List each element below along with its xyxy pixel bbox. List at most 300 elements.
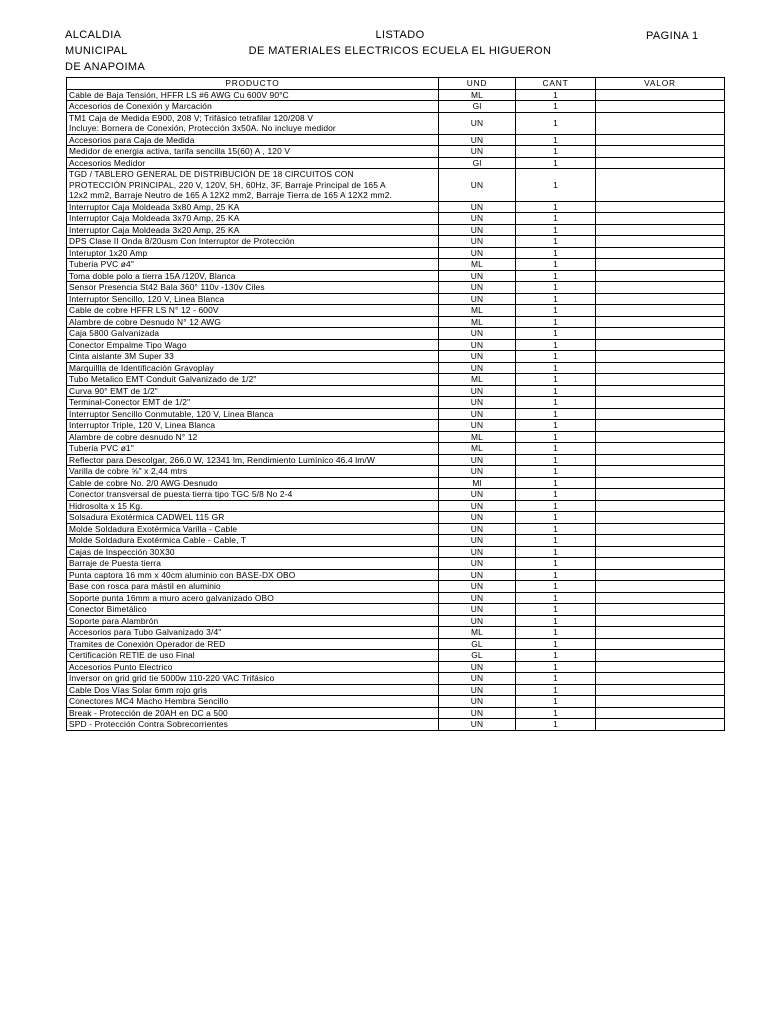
cell-producto bbox=[67, 546, 439, 558]
producto-line: Accesorios Medidor bbox=[69, 157, 146, 168]
cell-und: UN bbox=[439, 169, 516, 202]
cell-und: UN bbox=[439, 385, 516, 397]
cell-producto bbox=[67, 201, 439, 213]
table-row bbox=[67, 351, 725, 363]
producto-line: TGD / TABLERO GENERAL DE DISTRIBUCIÓN DE 18 CIRCUITOS CON bbox=[69, 169, 354, 179]
cell-cant: 1 bbox=[516, 169, 596, 202]
cell-cant: 1 bbox=[516, 89, 596, 101]
cell-valor bbox=[596, 385, 725, 397]
producto-line: PROTECCIÓN PRINCIPAL, 220 V, 120V, 5H, 60Hz, 3F, Barraje Principal de 165 A bbox=[69, 179, 386, 190]
table-row bbox=[67, 466, 725, 478]
cell-cant: 1 bbox=[516, 604, 596, 616]
table-row bbox=[67, 305, 725, 317]
cell-cant: 1 bbox=[516, 420, 596, 432]
cell-producto bbox=[67, 420, 439, 432]
cell-valor bbox=[596, 328, 725, 340]
cell-cant: 1 bbox=[516, 592, 596, 604]
cell-valor bbox=[596, 604, 725, 616]
cell-producto bbox=[67, 362, 439, 374]
cell-valor bbox=[596, 489, 725, 501]
producto-line: Barraje de Puesta tierra bbox=[69, 558, 162, 568]
producto-line: Reflector para Descolgar, 266.0 W, 12341 lm, Rendimiento Lumínico 46.4 lm/W bbox=[69, 454, 375, 465]
cell-producto bbox=[67, 466, 439, 478]
table-row bbox=[67, 101, 725, 113]
table-row bbox=[67, 627, 725, 639]
table-row bbox=[67, 719, 725, 731]
cell-producto bbox=[67, 707, 439, 719]
producto-line: Soporte para Alambrón bbox=[69, 615, 159, 626]
cell-und: UN bbox=[439, 684, 516, 696]
cell-und: UN bbox=[439, 546, 516, 558]
cell-cant: 1 bbox=[516, 558, 596, 570]
table-row bbox=[67, 397, 725, 409]
cell-cant: 1 bbox=[516, 466, 596, 478]
cell-producto bbox=[67, 650, 439, 662]
cell-valor bbox=[596, 247, 725, 259]
cell-und: UN bbox=[439, 134, 516, 146]
cell-cant: 1 bbox=[516, 696, 596, 708]
table-row bbox=[67, 569, 725, 581]
cell-producto bbox=[67, 477, 439, 489]
table-row bbox=[67, 431, 725, 443]
producto-line: Interuptor 1x20 Amp bbox=[69, 247, 148, 258]
table-row bbox=[67, 89, 725, 101]
cell-cant: 1 bbox=[516, 201, 596, 213]
producto-line: Interruptor Caja Moldeada 3x70 Amp, 25 KA bbox=[69, 213, 240, 223]
cell-und: Gl bbox=[439, 101, 516, 113]
table-row bbox=[67, 546, 725, 558]
cell-cant: 1 bbox=[516, 236, 596, 248]
cell-valor bbox=[596, 420, 725, 432]
cell-cant: 1 bbox=[516, 638, 596, 650]
cell-cant: 1 bbox=[516, 112, 596, 134]
cell-cant: 1 bbox=[516, 512, 596, 524]
document-title-line-1: LISTADO bbox=[375, 29, 425, 41]
cell-cant: 1 bbox=[516, 627, 596, 639]
cell-cant: 1 bbox=[516, 431, 596, 443]
cell-und: UN bbox=[439, 282, 516, 294]
cell-und: UN bbox=[439, 270, 516, 282]
cell-valor bbox=[596, 134, 725, 146]
producto-line: Caja 5800 Galvanizada bbox=[69, 328, 160, 338]
producto-line: Molde Soldadura Exotérmica Varilla - Cable bbox=[69, 523, 238, 534]
cell-und: UN bbox=[439, 661, 516, 673]
table-row bbox=[67, 408, 725, 420]
cell-und: UN bbox=[439, 224, 516, 236]
cell-und: UN bbox=[439, 454, 516, 466]
cell-und: UN bbox=[439, 489, 516, 501]
cell-producto bbox=[67, 328, 439, 340]
cell-producto bbox=[67, 512, 439, 524]
cell-producto bbox=[67, 581, 439, 593]
table-row bbox=[67, 707, 725, 719]
cell-producto bbox=[67, 431, 439, 443]
table-row bbox=[67, 157, 725, 169]
table-row bbox=[67, 374, 725, 386]
cell-producto bbox=[67, 169, 439, 202]
cell-und: UN bbox=[439, 339, 516, 351]
cell-valor bbox=[596, 719, 725, 731]
cell-cant: 1 bbox=[516, 569, 596, 581]
cell-valor bbox=[596, 305, 725, 317]
cell-producto bbox=[67, 293, 439, 305]
cell-und: UN bbox=[439, 707, 516, 719]
cell-valor bbox=[596, 673, 725, 685]
cell-valor bbox=[596, 466, 725, 478]
cell-valor bbox=[596, 146, 725, 158]
producto-line: Soporte punta 16mm a muro acero galvanizado OBO bbox=[69, 592, 274, 603]
producto-line: Break - Protección de 20AH en DC a 500 bbox=[69, 707, 228, 718]
table-row bbox=[67, 146, 725, 158]
cell-valor bbox=[596, 374, 725, 386]
cell-und: ML bbox=[439, 305, 516, 317]
cell-producto bbox=[67, 558, 439, 570]
cell-cant: 1 bbox=[516, 443, 596, 455]
cell-producto bbox=[67, 339, 439, 351]
producto-line: Inversor on grid grid tie 5000w 110-220 VAC Trifásico bbox=[69, 673, 275, 683]
cell-valor bbox=[596, 112, 725, 134]
cell-cant: 1 bbox=[516, 454, 596, 466]
producto-line: 12x2 mm2, Barraje Neutro de 165 A 12X2 mm2, Barraje Tierra de 165 A 12X2 mm2. bbox=[69, 190, 392, 200]
cell-valor bbox=[596, 270, 725, 282]
cell-producto bbox=[67, 443, 439, 455]
municipality-line-2: MUNICIPAL bbox=[65, 45, 128, 57]
cell-producto bbox=[67, 454, 439, 466]
column-header-producto: PRODUCTO bbox=[67, 78, 439, 90]
cell-producto bbox=[67, 374, 439, 386]
producto-line: Tubo Metalico EMT Conduit Galvanizado de 1/2" bbox=[69, 374, 257, 384]
producto-line: Alambre de cobre desnudo N° 12 bbox=[69, 431, 198, 442]
cell-cant: 1 bbox=[516, 351, 596, 363]
cell-und: ML bbox=[439, 374, 516, 386]
cell-und: UN bbox=[439, 408, 516, 420]
cell-valor bbox=[596, 581, 725, 593]
cell-producto bbox=[67, 684, 439, 696]
cell-und: UN bbox=[439, 362, 516, 374]
cell-valor bbox=[596, 615, 725, 627]
producto-line: Accesorios para Caja de Medida bbox=[69, 134, 195, 145]
cell-valor bbox=[596, 89, 725, 101]
cell-producto bbox=[67, 316, 439, 328]
cell-valor bbox=[596, 558, 725, 570]
cell-valor bbox=[596, 169, 725, 202]
cell-producto bbox=[67, 569, 439, 581]
cell-und: GL bbox=[439, 638, 516, 650]
cell-cant: 1 bbox=[516, 489, 596, 501]
cell-producto bbox=[67, 592, 439, 604]
cell-producto bbox=[67, 134, 439, 146]
cell-und: ML bbox=[439, 89, 516, 101]
cell-und: UN bbox=[439, 581, 516, 593]
cell-producto bbox=[67, 673, 439, 685]
document-title-line-2: DE MATERIALES ELECTRICOS ECUELA EL HIGUERON bbox=[248, 45, 552, 57]
table-row bbox=[67, 420, 725, 432]
table-header-row bbox=[67, 78, 725, 90]
cell-producto bbox=[67, 604, 439, 616]
table-row bbox=[67, 604, 725, 616]
cell-producto bbox=[67, 157, 439, 169]
cell-cant: 1 bbox=[516, 650, 596, 662]
producto-line: Interruptor Sencillo Conmutable, 120 V, Linea Blanca bbox=[69, 408, 274, 419]
table-row bbox=[67, 247, 725, 259]
producto-line: Toma doble polo a tierra 15A /120V, Blanca bbox=[69, 270, 236, 281]
table-row bbox=[67, 270, 725, 282]
cell-valor bbox=[596, 397, 725, 409]
cell-cant: 1 bbox=[516, 316, 596, 328]
cell-valor bbox=[596, 707, 725, 719]
cell-valor bbox=[596, 661, 725, 673]
cell-valor bbox=[596, 627, 725, 639]
cell-und: ML bbox=[439, 431, 516, 443]
cell-valor bbox=[596, 224, 725, 236]
table-row bbox=[67, 638, 725, 650]
producto-line: Conector Empalme Tipo Wago bbox=[69, 339, 187, 350]
table-row bbox=[67, 236, 725, 248]
cell-cant: 1 bbox=[516, 328, 596, 340]
cell-und: UN bbox=[439, 523, 516, 535]
cell-producto bbox=[67, 351, 439, 363]
cell-cant: 1 bbox=[516, 157, 596, 169]
cell-cant: 1 bbox=[516, 707, 596, 719]
cell-und: Ml bbox=[439, 477, 516, 489]
table-row bbox=[67, 224, 725, 236]
cell-und: UN bbox=[439, 500, 516, 512]
table-row bbox=[67, 134, 725, 146]
cell-und: UN bbox=[439, 146, 516, 158]
cell-producto bbox=[67, 408, 439, 420]
cell-valor bbox=[596, 316, 725, 328]
cell-producto bbox=[67, 638, 439, 650]
cell-valor bbox=[596, 477, 725, 489]
cell-cant: 1 bbox=[516, 146, 596, 158]
cell-cant: 1 bbox=[516, 134, 596, 146]
producto-line: Certificación RETIE de uso Final bbox=[69, 650, 195, 660]
cell-und: UN bbox=[439, 328, 516, 340]
cell-cant: 1 bbox=[516, 282, 596, 294]
cell-producto bbox=[67, 500, 439, 512]
table-row bbox=[67, 213, 725, 225]
municipality-name bbox=[65, 27, 145, 75]
table-row bbox=[67, 339, 725, 351]
page-number: PAGINA 1 bbox=[646, 30, 699, 42]
producto-line: Punta captora 16 mm x 40cm aluminio con BASE-DX OBO bbox=[69, 569, 296, 580]
producto-line: Accesorios para Tubo Galvanizado 3/4" bbox=[69, 627, 222, 637]
cell-valor bbox=[596, 696, 725, 708]
cell-valor bbox=[596, 157, 725, 169]
cell-valor bbox=[596, 592, 725, 604]
producto-line: Varilla de cobre ⅝" x 2,44 mtrs bbox=[69, 466, 188, 476]
table-row bbox=[67, 385, 725, 397]
cell-und: ML bbox=[439, 443, 516, 455]
cell-producto bbox=[67, 489, 439, 501]
cell-valor bbox=[596, 236, 725, 248]
producto-line: Cable Dos Vías Solar 6mm rojo gris bbox=[69, 684, 208, 695]
cell-producto bbox=[67, 661, 439, 673]
producto-line: Terminal-Conector EMT de 1/2" bbox=[69, 397, 191, 407]
cell-valor bbox=[596, 569, 725, 581]
cell-cant: 1 bbox=[516, 523, 596, 535]
table-row bbox=[67, 650, 725, 662]
cell-producto bbox=[67, 282, 439, 294]
producto-line: Marquillla de Identificación Gravoplay bbox=[69, 362, 214, 373]
cell-cant: 1 bbox=[516, 684, 596, 696]
cell-valor bbox=[596, 293, 725, 305]
cell-und: UN bbox=[439, 236, 516, 248]
producto-line: Accesorios de Conexión y Marcación bbox=[69, 101, 212, 111]
cell-und: UN bbox=[439, 112, 516, 134]
cell-valor bbox=[596, 339, 725, 351]
materials-table bbox=[66, 77, 725, 731]
cell-cant: 1 bbox=[516, 339, 596, 351]
table-row bbox=[67, 615, 725, 627]
producto-line: Interruptor Sencillo, 120 V, Linea Blanca bbox=[69, 293, 225, 304]
cell-valor bbox=[596, 101, 725, 113]
producto-line: Molde Soldadura Exotérmica Cable - Cable, T bbox=[69, 535, 247, 545]
producto-line: DPS Clase II Onda 8/20usm Con Interruptor de Protección bbox=[69, 236, 295, 246]
producto-line: Alambre de cobre Desnudo N° 12 AWG bbox=[69, 316, 221, 327]
cell-cant: 1 bbox=[516, 259, 596, 271]
producto-line: Incluye: Bornera de Conexión, Protección 3x50A. No incluye medidor bbox=[69, 123, 336, 133]
cell-und: UN bbox=[439, 535, 516, 547]
cell-valor bbox=[596, 201, 725, 213]
table-row bbox=[67, 477, 725, 489]
table-row bbox=[67, 489, 725, 501]
cell-cant: 1 bbox=[516, 661, 596, 673]
producto-line: Medidor de energia activa, tarifa sencilla 15(60) A , 120 V bbox=[69, 146, 291, 156]
producto-line: Cinta aislante 3M Super 33 bbox=[69, 351, 174, 361]
cell-cant: 1 bbox=[516, 408, 596, 420]
cell-valor bbox=[596, 546, 725, 558]
table-row bbox=[67, 535, 725, 547]
cell-cant: 1 bbox=[516, 719, 596, 731]
cell-producto bbox=[67, 385, 439, 397]
cell-producto bbox=[67, 615, 439, 627]
table-row bbox=[67, 558, 725, 570]
cell-valor bbox=[596, 443, 725, 455]
cell-und: UN bbox=[439, 592, 516, 604]
cell-producto bbox=[67, 397, 439, 409]
cell-und: UN bbox=[439, 696, 516, 708]
cell-producto bbox=[67, 112, 439, 134]
cell-und: UN bbox=[439, 512, 516, 524]
cell-und: UN bbox=[439, 615, 516, 627]
cell-producto bbox=[67, 213, 439, 225]
cell-valor bbox=[596, 431, 725, 443]
cell-cant: 1 bbox=[516, 224, 596, 236]
producto-line: SPD - Protección Contra Sobrecorrientes bbox=[69, 719, 228, 729]
cell-cant: 1 bbox=[516, 673, 596, 685]
cell-cant: 1 bbox=[516, 615, 596, 627]
cell-cant: 1 bbox=[516, 247, 596, 259]
cell-producto bbox=[67, 146, 439, 158]
cell-valor bbox=[596, 282, 725, 294]
municipality-line-1: ALCALDIA bbox=[65, 29, 122, 41]
cell-cant: 1 bbox=[516, 374, 596, 386]
producto-line: Cajas de Inspección 30X30 bbox=[69, 546, 175, 557]
cell-cant: 1 bbox=[516, 293, 596, 305]
cell-und: UN bbox=[439, 719, 516, 731]
table-row bbox=[67, 684, 725, 696]
cell-valor bbox=[596, 408, 725, 420]
cell-producto bbox=[67, 627, 439, 639]
cell-und: UN bbox=[439, 247, 516, 259]
cell-producto bbox=[67, 247, 439, 259]
table-row bbox=[67, 282, 725, 294]
producto-line: Tuberia PVC ø4" bbox=[69, 259, 134, 269]
cell-cant: 1 bbox=[516, 397, 596, 409]
table-row bbox=[67, 362, 725, 374]
cell-und: UN bbox=[439, 466, 516, 478]
table-row bbox=[67, 592, 725, 604]
producto-line: Conectores MC4 Macho Hembra Sencillo bbox=[69, 696, 229, 706]
cell-producto bbox=[67, 535, 439, 547]
cell-valor bbox=[596, 500, 725, 512]
producto-line: Interruptor Triple, 120 V, Linea Blanca bbox=[69, 420, 216, 430]
document-title bbox=[200, 27, 600, 59]
cell-valor bbox=[596, 351, 725, 363]
table-row bbox=[67, 112, 725, 134]
cell-cant: 1 bbox=[516, 477, 596, 489]
table-row bbox=[67, 581, 725, 593]
cell-valor bbox=[596, 512, 725, 524]
column-header-valor: VALOR bbox=[596, 78, 725, 90]
municipality-line-3: DE ANAPOIMA bbox=[65, 61, 146, 73]
cell-producto bbox=[67, 305, 439, 317]
cell-valor bbox=[596, 454, 725, 466]
cell-producto bbox=[67, 236, 439, 248]
cell-producto bbox=[67, 696, 439, 708]
table-row bbox=[67, 523, 725, 535]
cell-und: GL bbox=[439, 650, 516, 662]
cell-producto bbox=[67, 101, 439, 113]
cell-cant: 1 bbox=[516, 305, 596, 317]
cell-und: UN bbox=[439, 569, 516, 581]
producto-line: Interruptor Caja Moldeada 3x20 Amp, 25 KA bbox=[69, 224, 240, 235]
table-row bbox=[67, 673, 725, 685]
cell-und: ML bbox=[439, 259, 516, 271]
column-header-cant: CANT bbox=[516, 78, 596, 90]
cell-und: UN bbox=[439, 213, 516, 225]
cell-valor bbox=[596, 535, 725, 547]
column-header-und: UND bbox=[439, 78, 516, 90]
producto-line: Solsadura Exotérmica CADWEL 115 GR bbox=[69, 512, 225, 522]
table-row bbox=[67, 169, 725, 202]
cell-valor bbox=[596, 650, 725, 662]
cell-cant: 1 bbox=[516, 535, 596, 547]
cell-und: UN bbox=[439, 420, 516, 432]
producto-line: Cable de Baja Tensión, HFFR LS #6 AWG Cu 600V 90°C bbox=[69, 89, 289, 100]
producto-line: Base con rosca para mástil en aluminio bbox=[69, 581, 221, 591]
producto-line: Interruptor Caja Moldeada 3x80 Amp, 25 KA bbox=[69, 201, 240, 212]
table-row bbox=[67, 316, 725, 328]
cell-producto bbox=[67, 224, 439, 236]
cell-valor bbox=[596, 362, 725, 374]
cell-und: UN bbox=[439, 558, 516, 570]
cell-und: ML bbox=[439, 316, 516, 328]
cell-und: UN bbox=[439, 604, 516, 616]
table-row bbox=[67, 454, 725, 466]
cell-valor bbox=[596, 684, 725, 696]
cell-und: Gl bbox=[439, 157, 516, 169]
producto-line: Tramites de Conexión Operador de RED bbox=[69, 638, 226, 649]
producto-line: Conector transversal de puesta tierra tipo TGC 5/8 No 2-4 bbox=[69, 489, 293, 499]
cell-valor bbox=[596, 213, 725, 225]
cell-cant: 1 bbox=[516, 270, 596, 282]
cell-producto bbox=[67, 523, 439, 535]
table-body bbox=[67, 89, 725, 730]
cell-cant: 1 bbox=[516, 581, 596, 593]
table-row bbox=[67, 696, 725, 708]
